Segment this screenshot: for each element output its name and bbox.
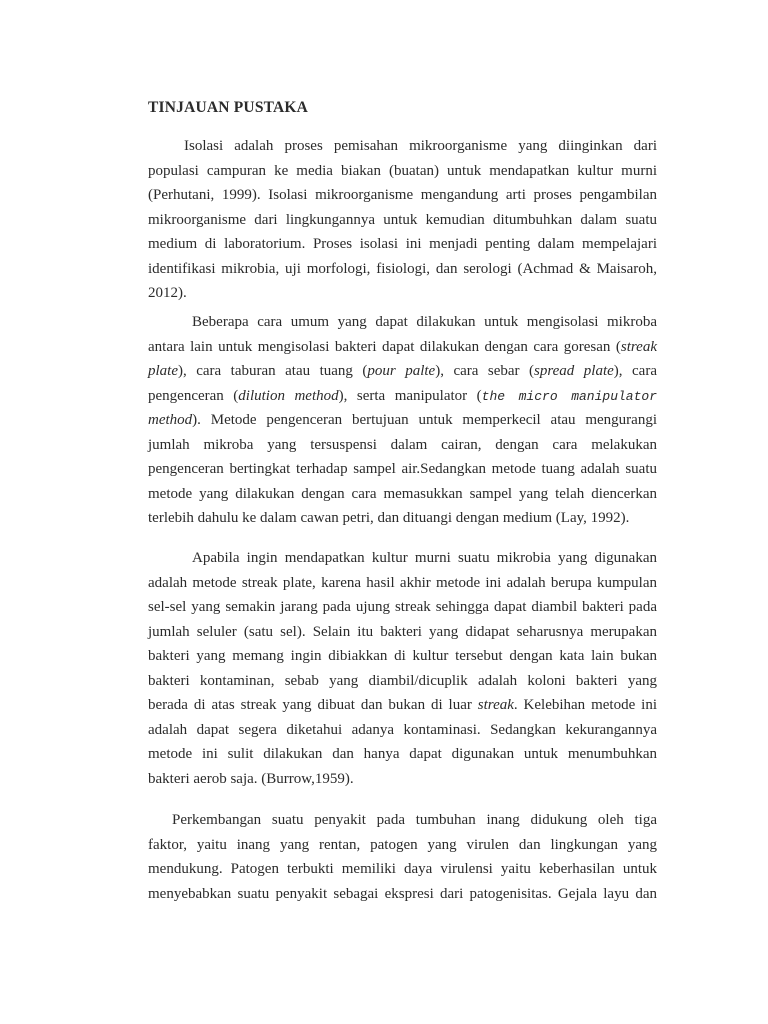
text-line: bakteri yang memang ingin dibiakkan di kultur tersebut dengan kata lain bukan	[148, 648, 657, 664]
text-line	[148, 408, 657, 433]
text-run: ). Metode pengenceran bertujuan untuk memperkecil atau mengurangi	[192, 412, 657, 428]
text-line: sel-sel yang semakin jarang pada ujung streak sehingga dapat diambil bakteri pada	[148, 599, 657, 615]
italic-term: dilution method	[238, 387, 339, 404]
paragraph-cara-isolasi	[148, 310, 657, 531]
text-run: ), cara taburan atau tuang (	[178, 363, 368, 379]
italic-term: spread plate	[534, 363, 614, 379]
text-line: faktor, yaitu inang yang rentan, patogen yang virulen dan lingkungan yang	[148, 836, 657, 853]
text-line: metode ini sulit dilakukan dan hanya dapat digunakan untuk menumbuhkan	[148, 746, 657, 762]
text-line: Beberapa cara umum yang dapat dilakukan untuk mengisolasi mikroba	[192, 314, 657, 330]
text-run: . Kelebihan metode ini	[513, 697, 657, 713]
italic-term: streak	[620, 338, 657, 355]
text-run: ), cara sebar (	[435, 363, 535, 379]
text-line: mendukung. Patogen terbukti memiliki daya virulensi yaitu keberhasilan untuk	[148, 861, 657, 877]
text-line: pengenceran bertingkat terhadap sampel air.Sedangkan metode tuang adalah suatu	[148, 461, 657, 477]
text-line	[148, 384, 657, 409]
text-line: populasi campuran ke media biakan (buatan) untuk mendapatkan kultur murni	[148, 162, 657, 179]
text-line	[148, 693, 657, 718]
text-line: jumlah seluler (satu sel). Selain itu bakteri yang didapat seharusnya merupakan	[148, 623, 657, 640]
text-line: Perkembangan suatu penyakit pada tumbuhan inang didukung oleh tiga	[172, 812, 657, 828]
text-line: adalah dapat segera diketahui adanya kontaminasi. Sedangkan kekurangannya	[148, 721, 657, 738]
text-line: metode yang dilakukan dengan cara memasukkan sampel yang telah diencerkan	[148, 485, 657, 502]
italic-term: the micro manipulator	[481, 388, 658, 404]
text-line: bakteri kontaminan, sebab yang diambil/dicuplik adalah koloni bakteri yang	[148, 672, 657, 689]
paragraph-isolasi	[148, 134, 657, 306]
italic-term: plate	[148, 363, 178, 379]
text-line: menyebabkan suatu penyakit sebagai ekspresi dari patogenisitas. Gejala layu dan	[148, 885, 657, 902]
text-line: 2012).	[148, 285, 187, 301]
paragraph-penyakit	[148, 808, 657, 906]
text-line: identifikasi mikrobia, uji morfologi, fisiologi, dan serologi (Achmad & Maisaroh,	[148, 260, 657, 277]
text-run: ), serta manipulator (	[338, 387, 482, 404]
text-run: ), cara	[613, 363, 657, 379]
text-line	[148, 335, 657, 360]
text-line	[148, 359, 657, 384]
text-run: pengenceran (	[148, 387, 239, 404]
text-line: mikroorganisme dari lingkungannya untuk kemudian ditumbuhkan dalam suatu	[148, 211, 657, 228]
text-run: antara lain untuk mengisolasi bakteri dapat dilakukan dengan cara goresan (	[148, 338, 621, 355]
text-line: Isolasi adalah proses pemisahan mikroorganisme yang diinginkan dari	[184, 138, 657, 154]
italic-term: method	[148, 412, 193, 428]
text-line: bakteri aerob saja. (Burrow,1959).	[148, 770, 354, 787]
text-line: Apabila ingin mendapatkan kultur murni suatu mikrobia yang digunakan	[192, 550, 657, 566]
paragraph-streak-plate	[148, 546, 657, 791]
section-heading: TINJAUAN PUSTAKA	[148, 99, 309, 116]
text-line: (Perhutani, 1999). Isolasi mikroorganisme mengandung arti proses pengambilan	[148, 187, 657, 203]
italic-term: streak	[477, 697, 514, 713]
text-line: terlebih dahulu ke dalam cawan petri, dan dituangi dengan medium (Lay, 1992).	[148, 510, 630, 526]
text-line: medium di laboratorium. Proses isolasi ini menjadi penting dalam mempelajari	[148, 236, 657, 252]
text-line: jumlah mikroba yang tersuspensi dalam cairan, dengan cara melakukan	[148, 436, 657, 453]
italic-term: pour palte	[367, 363, 436, 379]
text-line: adalah metode streak plate, karena hasil akhir metode ini adalah berupa kumpulan	[148, 574, 657, 591]
text-run: berada di atas streak yang dibuat dan bukan di luar	[148, 697, 478, 713]
